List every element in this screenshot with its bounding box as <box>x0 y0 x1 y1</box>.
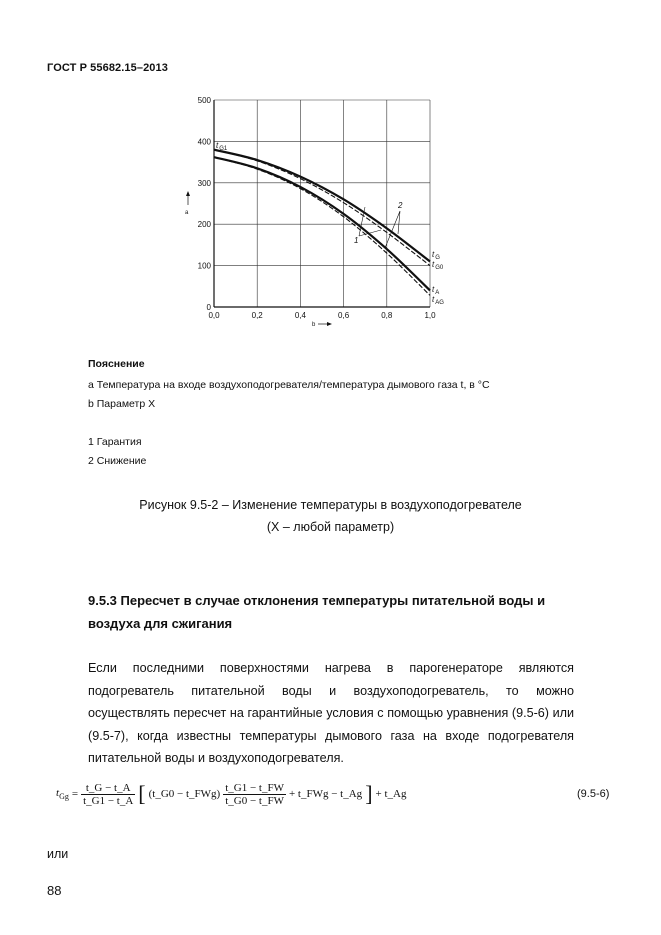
y-tick-label: 300 <box>197 178 211 188</box>
label-tg0-sub: G0 <box>435 265 444 271</box>
legend-item-2: 2 Снижение <box>88 455 147 467</box>
label-tg0: $t_{G0}$ <box>432 260 444 271</box>
series-t-ag <box>214 157 430 295</box>
chart-axes <box>185 100 430 328</box>
x-tick-label: 0,0 <box>208 311 220 320</box>
y-axis-label: a <box>185 210 189 216</box>
temperature-chart <box>178 90 458 335</box>
label-tg-sub: G <box>435 255 440 261</box>
chart-series <box>214 150 430 296</box>
paragraph-text: Если последними поверхностями нагрева в парогенераторе являются подогреватель питательной воды и воздухоподогреватель, то можно осуществлять пересчет на гарантийные условия с помощью уравнения (9.5-6) или (9.5-7), когда известны температуры дымового газа на входе подогревателя питательной воды и воздухоподогревателя. <box>88 661 574 765</box>
x-axis-label: b <box>312 322 316 328</box>
label-ta-sub: A <box>435 290 440 296</box>
x-tick-label: 0,8 <box>381 311 393 320</box>
document-header: ГОСТ Р 55682.15–2013 <box>47 62 168 74</box>
formula-inner-left: (t_G0 − t_FWg) <box>148 788 221 800</box>
y-tick-label: 100 <box>197 261 211 271</box>
legend-item-1: 1 Гарантия <box>88 436 142 448</box>
figure-caption: Рисунок 9.5-2 – Изменение температуры в воздухоподогревателе <box>139 498 522 512</box>
formula-tail-1: + t_FWg − t_Ag <box>288 788 363 800</box>
formula-tail-2: + t_Ag <box>375 788 407 800</box>
section-heading: 9.5.3 Пересчет в случае отклонения температуры питательной воды и воздуха для сжигания <box>88 593 546 631</box>
equation-9-5-6: $t_{Gg}$ = $\frac{t\_G - t\_A}{t\_G1 - t\_A}$ [ (t_G0 − t_FWg) $\frac{t\_G1 - t\_FW}{t\_G0 - t\_FW}$ + t_FWg − t_Ag ] + t_Ag <box>56 781 407 807</box>
series-t-a <box>214 157 430 290</box>
equation-number: (9.5-6) <box>577 788 610 800</box>
label-tag: $t_{AG}$ <box>432 295 444 306</box>
formula-fraction-2: $\frac{t\_G1 - t\_FW}{t\_G0 - t\_FW}$ <box>225 781 284 807</box>
label-ta: $t_A$ <box>432 285 440 296</box>
legend-b: b Параметр X <box>88 398 156 410</box>
x-axis-arrowhead <box>327 322 332 326</box>
y-tick-label: 500 <box>197 96 211 105</box>
page-number: 88 <box>47 883 62 898</box>
label-tg1: $t_{G1}$ <box>216 141 228 152</box>
label-tg: $t_G$ <box>432 250 440 261</box>
legend-a: a Температура на входе воздухоподогревателя/температура дымового газа t, в °C <box>88 379 490 391</box>
callout-1: 1 <box>354 236 359 245</box>
or-text: или <box>47 847 69 861</box>
body-paragraph <box>88 657 574 770</box>
formula-lhs: $t_{Gg}$ <box>56 786 69 802</box>
label-tag-sub: AG <box>435 300 444 306</box>
formula-fraction-1: $\frac{t\_G - t\_A}{t\_G1 - t\_A}$ <box>83 781 134 807</box>
x-tick-label: 1,0 <box>424 311 436 320</box>
legend-title: Пояснение <box>88 358 145 370</box>
y-tick-label: 0 <box>206 303 211 312</box>
callout-2: 2 <box>398 201 403 210</box>
y-tick-label: 400 <box>197 137 211 147</box>
label-tg1-sub: G1 <box>219 146 228 152</box>
x-tick-label: 0,2 <box>251 311 263 320</box>
y-axis-arrowhead <box>186 191 190 196</box>
x-tick-label: 0,6 <box>338 311 350 320</box>
y-tick-label: 200 <box>197 220 211 230</box>
figure-caption-note: (X – любой параметр) <box>266 520 395 534</box>
x-tick-label: 0,4 <box>294 311 306 320</box>
